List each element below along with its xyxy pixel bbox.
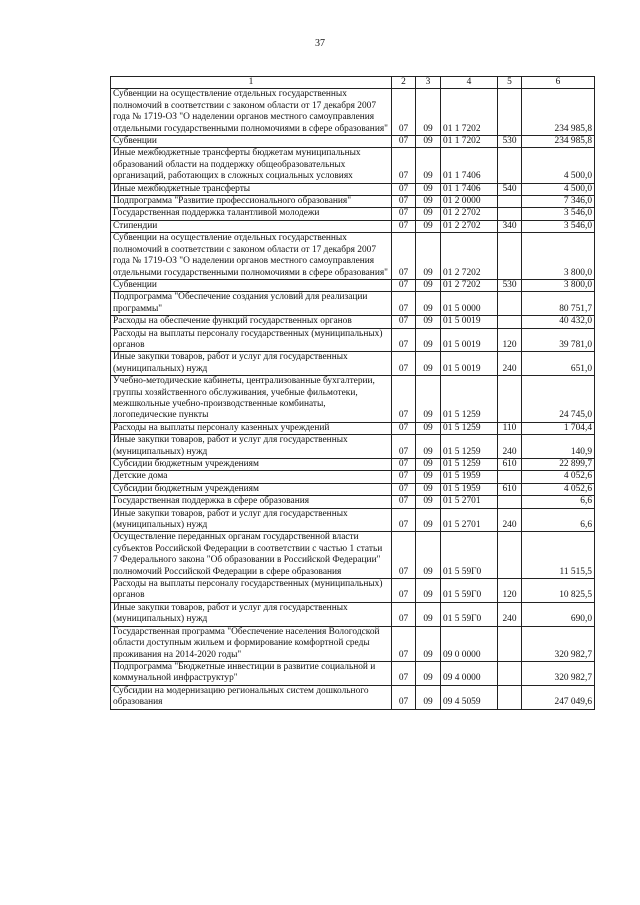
expense-type-cell — [498, 148, 522, 183]
section-cell: 07 — [392, 685, 416, 709]
table-row — [111, 508, 595, 532]
table-row — [111, 483, 595, 495]
subsection-cell: 09 — [416, 352, 441, 376]
amount-cell: 3 546,0 — [522, 208, 595, 220]
page-number: 37 — [315, 38, 325, 49]
expense-type-cell — [498, 208, 522, 220]
amount-cell: 247 049,6 — [522, 685, 595, 709]
subsection-cell: 09 — [416, 496, 441, 508]
expense-type-cell — [498, 496, 522, 508]
amount-cell: 80 751,7 — [522, 292, 595, 316]
section-cell: 07 — [392, 136, 416, 148]
expense-type-cell — [498, 292, 522, 316]
subsection-cell: 09 — [416, 422, 441, 434]
amount-cell: 690,0 — [522, 602, 595, 626]
header-row — [111, 77, 595, 89]
table-row — [111, 471, 595, 483]
amount-cell: 4 500,0 — [522, 148, 595, 183]
amount-cell: 3 800,0 — [522, 279, 595, 291]
target-article-cell: 09 0 0000 — [441, 626, 498, 661]
table-row — [111, 579, 595, 603]
row-name-cell: Стипендии — [111, 220, 392, 232]
table-row — [111, 626, 595, 661]
target-article-cell: 01 5 0019 — [441, 328, 498, 352]
subsection-cell: 09 — [416, 89, 441, 136]
table-row — [111, 532, 595, 579]
row-name-cell: Подпрограмма "Развитие профессионального образования" — [111, 196, 392, 208]
target-article-cell: 01 5 59Г0 — [441, 602, 498, 626]
row-name-cell: Расходы на обеспечение функций государственных органов — [111, 316, 392, 328]
amount-cell: 7 346,0 — [522, 196, 595, 208]
expense-type-cell: 240 — [498, 352, 522, 376]
subsection-cell: 09 — [416, 602, 441, 626]
expense-type-cell — [498, 626, 522, 661]
expense-type-cell — [498, 532, 522, 579]
expense-type-cell: 240 — [498, 435, 522, 459]
expense-type-cell — [498, 471, 522, 483]
table-body — [111, 77, 595, 710]
target-article-cell: 01 5 0019 — [441, 352, 498, 376]
target-article-cell: 01 5 2701 — [441, 496, 498, 508]
amount-cell: 10 825,5 — [522, 579, 595, 603]
subsection-cell: 09 — [416, 136, 441, 148]
amount-cell: 234 985,8 — [522, 89, 595, 136]
expense-type-cell — [498, 233, 522, 280]
row-name-cell: Государственная поддержка талантливой молодежи — [111, 208, 392, 220]
target-article-cell: 01 5 1259 — [441, 376, 498, 423]
amount-cell: 1 704,4 — [522, 422, 595, 434]
table-row — [111, 89, 595, 136]
target-article-cell: 01 5 1959 — [441, 471, 498, 483]
section-cell: 07 — [392, 208, 416, 220]
row-name-cell: Осуществление переданных органам государственной власти субъектов Российской Федерации в соответствии с частью 1 статьи 7 Федерального закона "Об образовании в Российской Федерации" полномочий Российской Федерации в сфере образования — [111, 532, 392, 579]
section-cell: 07 — [392, 471, 416, 483]
amount-cell: 24 745,0 — [522, 376, 595, 423]
expense-type-cell: 530 — [498, 136, 522, 148]
table-row — [111, 352, 595, 376]
subsection-cell: 09 — [416, 459, 441, 471]
target-article-cell: 01 5 0000 — [441, 292, 498, 316]
amount-cell: 40 432,0 — [522, 316, 595, 328]
expense-type-cell — [498, 661, 522, 685]
subsection-cell: 09 — [416, 508, 441, 532]
section-cell: 07 — [392, 459, 416, 471]
expense-type-cell: 110 — [498, 422, 522, 434]
budget-table — [110, 76, 595, 710]
row-name-cell: Государственная программа "Обеспечение населения Вологодской области доступным жильем и формирование комфортной среды проживания на 2014-2020 годы" — [111, 626, 392, 661]
row-name-cell: Иные межбюджетные трансферты — [111, 183, 392, 195]
target-article-cell: 09 4 0000 — [441, 661, 498, 685]
expense-type-cell — [498, 89, 522, 136]
column-header: 4 — [441, 77, 498, 89]
subsection-cell: 09 — [416, 292, 441, 316]
table-row — [111, 208, 595, 220]
row-name-cell: Иные закупки товаров, работ и услуг для государственных (муниципальных) нужд — [111, 602, 392, 626]
table-row — [111, 136, 595, 148]
expense-type-cell: 540 — [498, 183, 522, 195]
amount-cell: 11 515,5 — [522, 532, 595, 579]
expense-type-cell — [498, 685, 522, 709]
table-row — [111, 685, 595, 709]
target-article-cell: 01 5 1259 — [441, 422, 498, 434]
table-row — [111, 196, 595, 208]
subsection-cell: 09 — [416, 183, 441, 195]
target-article-cell: 01 1 7406 — [441, 183, 498, 195]
subsection-cell: 09 — [416, 579, 441, 603]
row-name-cell: Субсидии бюджетным учреждениям — [111, 483, 392, 495]
subsection-cell: 09 — [416, 685, 441, 709]
expense-type-cell — [498, 196, 522, 208]
row-name-cell: Субсидии на модернизацию региональных систем дошкольного образования — [111, 685, 392, 709]
expense-type-cell: 610 — [498, 483, 522, 495]
section-cell: 07 — [392, 279, 416, 291]
amount-cell: 3 800,0 — [522, 233, 595, 280]
table-row — [111, 292, 595, 316]
row-name-cell: Расходы на выплаты персоналу казенных учреждений — [111, 422, 392, 434]
amount-cell: 6,6 — [522, 508, 595, 532]
target-article-cell: 01 5 1959 — [441, 483, 498, 495]
table-row — [111, 602, 595, 626]
section-cell: 07 — [392, 422, 416, 434]
row-name-cell: Субвенции на осуществление отдельных государственных полномочий в соответствии с законом области от 17 декабря 2007 года № 1719-ОЗ "О наделении органов местного самоуправления отдельными государственными полномочиями в сфере образования" — [111, 89, 392, 136]
table-row — [111, 316, 595, 328]
table-row — [111, 148, 595, 183]
row-name-cell: Иные закупки товаров, работ и услуг для государственных (муниципальных) нужд — [111, 435, 392, 459]
row-name-cell: Субвенции — [111, 279, 392, 291]
expense-type-cell: 120 — [498, 328, 522, 352]
section-cell: 07 — [392, 316, 416, 328]
section-cell: 07 — [392, 292, 416, 316]
target-article-cell: 01 5 1259 — [441, 435, 498, 459]
subsection-cell: 09 — [416, 233, 441, 280]
column-header: 3 — [416, 77, 441, 89]
row-name-cell: Государственная поддержка в сфере образования — [111, 496, 392, 508]
column-header: 6 — [522, 77, 595, 89]
subsection-cell: 09 — [416, 279, 441, 291]
subsection-cell: 09 — [416, 328, 441, 352]
expense-type-cell — [498, 316, 522, 328]
table-row — [111, 435, 595, 459]
section-cell: 07 — [392, 532, 416, 579]
section-cell: 07 — [392, 579, 416, 603]
subsection-cell: 09 — [416, 532, 441, 579]
target-article-cell: 01 5 59Г0 — [441, 532, 498, 579]
row-name-cell: Учебно-методические кабинеты, централизованные бухгалтерии, группы хозяйственного обслуживания, учебные фильмотеки, межшкольные учебно-производственные комбинаты, логопедические пункты — [111, 376, 392, 423]
table-row — [111, 422, 595, 434]
target-article-cell: 01 2 2702 — [441, 208, 498, 220]
section-cell: 07 — [392, 661, 416, 685]
section-cell: 07 — [392, 148, 416, 183]
target-article-cell: 01 5 2701 — [441, 508, 498, 532]
column-header: 5 — [498, 77, 522, 89]
target-article-cell: 01 5 0019 — [441, 316, 498, 328]
target-article-cell: 01 2 2702 — [441, 220, 498, 232]
target-article-cell: 01 5 59Г0 — [441, 579, 498, 603]
subsection-cell: 09 — [416, 471, 441, 483]
target-article-cell: 01 2 0000 — [441, 196, 498, 208]
row-name-cell: Иные закупки товаров, работ и услуг для государственных (муниципальных) нужд — [111, 508, 392, 532]
amount-cell: 39 781,0 — [522, 328, 595, 352]
section-cell: 07 — [392, 435, 416, 459]
target-article-cell: 01 2 7202 — [441, 279, 498, 291]
table-row — [111, 183, 595, 195]
subsection-cell: 09 — [416, 148, 441, 183]
expense-type-cell: 340 — [498, 220, 522, 232]
table-row — [111, 328, 595, 352]
subsection-cell: 09 — [416, 316, 441, 328]
table-row — [111, 661, 595, 685]
row-name-cell: Расходы на выплаты персоналу государственных (муниципальных) органов — [111, 579, 392, 603]
expense-type-cell: 120 — [498, 579, 522, 603]
amount-cell: 4 052,6 — [522, 483, 595, 495]
amount-cell: 3 546,0 — [522, 220, 595, 232]
expense-type-cell — [498, 376, 522, 423]
expense-type-cell: 530 — [498, 279, 522, 291]
table-row — [111, 459, 595, 471]
row-name-cell: Субвенции — [111, 136, 392, 148]
target-article-cell: 01 1 7202 — [441, 89, 498, 136]
subsection-cell: 09 — [416, 220, 441, 232]
section-cell: 07 — [392, 483, 416, 495]
amount-cell: 320 982,7 — [522, 661, 595, 685]
section-cell: 07 — [392, 496, 416, 508]
row-name-cell: Детские дома — [111, 471, 392, 483]
amount-cell: 651,0 — [522, 352, 595, 376]
table-row — [111, 496, 595, 508]
target-article-cell: 01 1 7202 — [441, 136, 498, 148]
section-cell: 07 — [392, 602, 416, 626]
table-row — [111, 220, 595, 232]
subsection-cell: 09 — [416, 196, 441, 208]
amount-cell: 6,6 — [522, 496, 595, 508]
column-header: 1 — [111, 77, 392, 89]
table-row — [111, 279, 595, 291]
subsection-cell: 09 — [416, 435, 441, 459]
section-cell: 07 — [392, 626, 416, 661]
amount-cell: 4 500,0 — [522, 183, 595, 195]
expense-type-cell: 240 — [498, 602, 522, 626]
section-cell: 07 — [392, 233, 416, 280]
target-article-cell: 09 4 5059 — [441, 685, 498, 709]
subsection-cell: 09 — [416, 376, 441, 423]
subsection-cell: 09 — [416, 626, 441, 661]
section-cell: 07 — [392, 352, 416, 376]
row-name-cell: Расходы на выплаты персоналу государственных (муниципальных) органов — [111, 328, 392, 352]
amount-cell: 320 982,7 — [522, 626, 595, 661]
expense-type-cell: 240 — [498, 508, 522, 532]
section-cell: 07 — [392, 196, 416, 208]
subsection-cell: 09 — [416, 483, 441, 495]
amount-cell: 140,9 — [522, 435, 595, 459]
target-article-cell: 01 1 7406 — [441, 148, 498, 183]
row-name-cell: Подпрограмма "Обеспечение создания условий для реализации программы" — [111, 292, 392, 316]
amount-cell: 22 899,7 — [522, 459, 595, 471]
section-cell: 07 — [392, 508, 416, 532]
row-name-cell: Иные закупки товаров, работ и услуг для государственных (муниципальных) нужд — [111, 352, 392, 376]
column-header: 2 — [392, 77, 416, 89]
row-name-cell: Иные межбюджетные трансферты бюджетам муниципальных образований области на поддержку общеобразовательных организаций, работающих в сложных социальных условиях — [111, 148, 392, 183]
target-article-cell: 01 2 7202 — [441, 233, 498, 280]
section-cell: 07 — [392, 183, 416, 195]
row-name-cell: Подпрограмма "Бюджетные инвестиции в развитие социальной и коммунальной инфраструктур" — [111, 661, 392, 685]
amount-cell: 4 052,6 — [522, 471, 595, 483]
subsection-cell: 09 — [416, 208, 441, 220]
row-name-cell: Субсидии бюджетным учреждениям — [111, 459, 392, 471]
amount-cell: 234 985,8 — [522, 136, 595, 148]
row-name-cell: Субвенции на осуществление отдельных государственных полномочий в соответствии с законом области от 17 декабря 2007 года № 1719-ОЗ "О наделении органов местного самоуправления отдельными государственными полномочиями в сфере образования" — [111, 233, 392, 280]
subsection-cell: 09 — [416, 661, 441, 685]
expense-type-cell: 610 — [498, 459, 522, 471]
section-cell: 07 — [392, 220, 416, 232]
section-cell: 07 — [392, 89, 416, 136]
table-row — [111, 376, 595, 423]
target-article-cell: 01 5 1259 — [441, 459, 498, 471]
section-cell: 07 — [392, 328, 416, 352]
section-cell: 07 — [392, 376, 416, 423]
table-row — [111, 233, 595, 280]
